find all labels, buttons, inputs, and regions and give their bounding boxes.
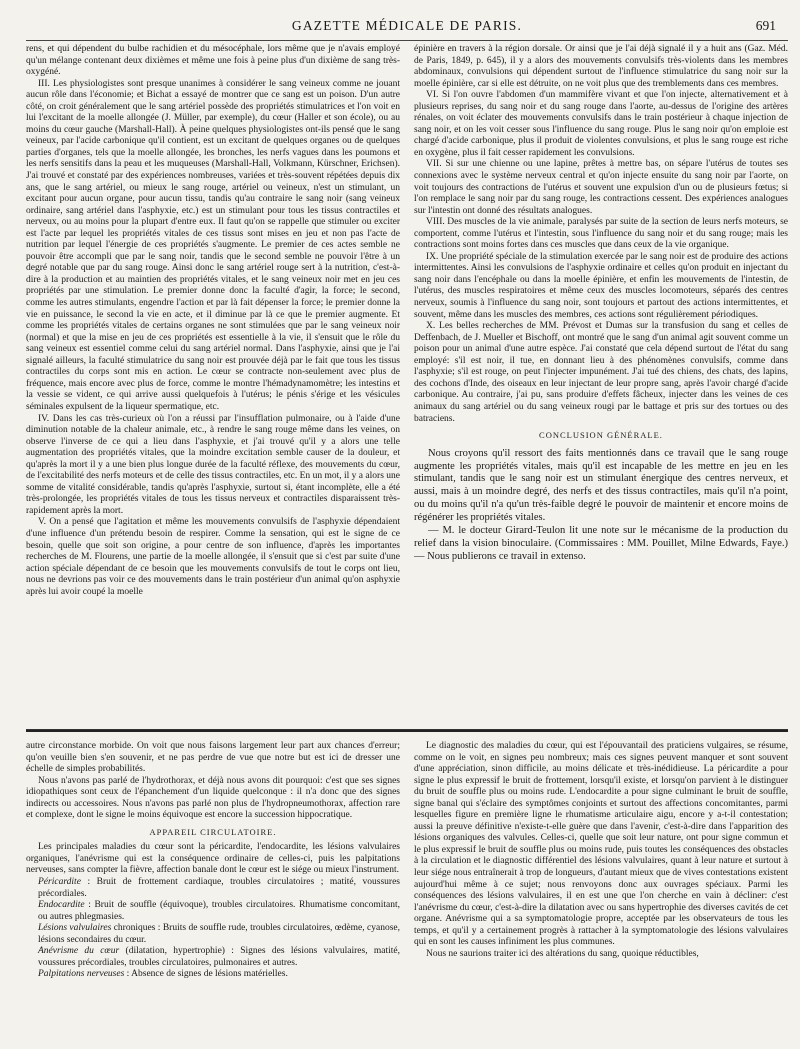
- item-term: Palpitations nerveuses: [38, 969, 125, 980]
- item-text: : Bruit de frottement cardiaque, troubles circulatoires ; matité, voussures précordiales.: [38, 877, 400, 899]
- paragraph: IV. Dans les cas très-curieux où l'on a réussi par l'insufflation pulmonaire, ou à l'aide d'une diminution notable de la chaleur animale, etc., à rendre le sang rouge même dans les veines, on observe l'inverse de ce qui a lieu dans l'asphyxie, et j'ai trouvé qu'il y a alors une telle augmentation des propriétés vitales, que la moindre excitation semble causer de la douleur, et qu'après la mort il y a une bien plus longue durée de la faculté réflexe, des mouvements du cœur, de l'excitabilité des nerfs moteurs et de celle des tissus contractiles, etc. En un mot, il y a alors une somme de vitalité considérable, tandis qu'après l'asphyxie, surtout si, étant incomplète, elle a été très-prolongée, les propriétés vitales de tous les tissus nerveux et contractiles disparaissent très-rapidement après la mort.: [26, 413, 400, 516]
- paragraph: Nous n'avons pas parlé de l'hydrothorax, et déjà nous avons dit pourquoi: c'est que ses signes idiopathiques sont ceux de l'épanchement d'un liquide quelconque : il n'a donc que des signes indirects ou accessoires. Nous n'avons pas parlé non plus de l'hydropneumothorax, affection rare et complexe, dont le signe le moins équivoque est encore la succession hippocratique.: [26, 775, 400, 821]
- paragraph: autre circonstance morbide. On voit que nous faisons largement leur part aux chances d'erreur; qu'on veuille bien s'en souvenir, et ne pas perdre de vue que notre but est ici de dresser une échelle de simples probabilités.: [26, 741, 400, 775]
- item-term: Lésions valvulaires: [38, 923, 112, 934]
- paragraph: VI. Si l'on ouvre l'abdomen d'un mammifère vivant et que l'on injecte, alternativement et à plusieurs reprises, du sang noir et du sang rouge dans l'aorte, au-dessus de l'origine des artères rénales, on voit éclater des mouvements convulsifs dans le train postérieur à chaque injection de sang noir, et on les voit cesser sous l'influence du sang rouge. Plus le sang noir qu'on emploie est chargé d'acide carbonique, plus il produit de violentes convulsions, et plus le sang rouge est riche en oxygène, plus il fait cesser rapidement les convulsions.: [414, 90, 788, 158]
- paragraph: rens, et qui dépendent du bulbe rachidien et du mésocéphale, lors même que je n'avais employé qu'un mélange contenant deux dixièmes et même une fois à peine plus d'un dixième de sang très-oxygéné.: [26, 44, 400, 78]
- conclusion-block: [414, 448, 788, 564]
- paragraph: X. Les belles recherches de MM. Prévost et Dumas sur la transfusion du sang et celles de Deffenbach, de J. Mueller et Bischoff, ont montré que le sang d'un animal agit souvent comme un poison pour un animal d'une autre espèce. J'ai constaté que cela dépend surtout de l'état du sang employé: s'il est noir, il tue, en donnant lieu à des phénomènes convulsifs, comme dans l'asphyxie; s'il est rouge, on peut l'injecter impunément. J'ai tué des chiens, des chats, des lapins, des cochons d'Inde, des oiseaux en leur injectant de leur propre sang, après l'avoir chargé d'acide carbonique. Au contraire, j'ai pu, sans produire d'effets fâcheux, injecter dans les veines de ces animaux du sang artériel ou du sang veineux rougi par le battage et pris sur des tortues ou des batraciens.: [414, 321, 788, 424]
- paragraph: III. Les physiologistes sont presque unanimes à considérer le sang veineux comme ne jouant aucun rôle dans l'économie; et Bichat a essayé de montrer que ce sang est un poison. D'un autre côté, on croit généralement que le sang artériel possède des propriétés stimulatrices et l'on voit en lui l'excitant de la moelle allongée (J. Müller, par exemple), du cœur (Haller et son école), ou au moins du cœur gauche (Marshall-Hall). À peine quelques physiologistes ont-ils pensé que le sang veineux, par l'acide carbonique qu'il contient, est un excitant de quelques organes ou de quelques parties d'organes, tels que la moelle allongée, les bronches, les nerfs vagues dans les poumons et les nerfs sensitifs dans la peau et les muqueuses (Marshall-Hall, Volkmann, Kürschner, Erichsen). J'ai trouvé et constaté par des expériences nombreuses, variées et très-souvent répétées depuis dix ans, que le sang artériel, ou mieux le sang rouge, artériel ou veineux, n'est un stimulant, un excitant pour aucun organe, pour aucun tissu, tandis qu'au contraire le sang noir (sang veineux ordinaire, sang artériel dans l'asphyxie, etc.) est un stimulant pour tous les tissus contractiles et nerveux, ou au moins pour la plupart d'entre eux. Il faut qu'on se rappelle que stimuler ou exciter est l'acte par lequel les propriétés vitales de ces tissus sont mises en jeu et non pas l'acte de nutrition par lequel l'énergie de ces propriétés s'augmente. Le premier de ces actes semble ne pouvoir être accompli que par le sang noir, tandis que le second semble ne pouvoir l'être à un degré notable que par du sang rouge. Ainsi donc le sang artériel rouge sert à la nutrition, c'est-à-dire à la production et au maintien des propriétés vitales, et le sang veineux noir met en jeu ces propriétés par une stimulation. Le premier donne donc la faculté d'agir, la force; le second, comme les autres stimulants, engendre l'action et par là fait dépenser la force; le premier donne la vie en puissance, le second la vie en acte, et il diminue par là ce que le premier augmente. Et comme les propriétés vitales de certains organes ne sont stimulées que par le sang veineux noir (normal) et que la mise en jeu de ces propriétés est essentielle à la vie, il s'ensuit que le rôle du sang veineux est essentiel comme celui du sang artériel normal. Dans l'asphyxie, ainsi que je l'ai signalé ailleurs, la faculté stimulatrice du sang noir est prouvée déjà par le fait que tous les tissus contractiles du corps sont mis en action. Le cœur se contracte non-seulement avec plus de fréquence, mais encore avec plus de force, comme le montre l'hémadynamomètre; les intestins et la vessie se vident, ce qui arrive aussi quelquefois à l'utérus; le pénis s'érige et les vésicules séminales expulsent de la liqueur spermatique, etc.: [26, 78, 400, 412]
- page-header: [26, 0, 788, 41]
- paragraph: Nous ne saurions traiter ici des altérations du sang, quoique réductibles,: [426, 948, 699, 959]
- conclusion-paragraph: Nous croyons qu'il ressort des faits mentionnés dans ce travail que le sang rouge augmente les propriétés vitales, mais qu'il est incapable de les mettre en jeu en les stimulant, tandis que le sang noir est un stimulant énergique des centres nerveux, et aussi, mais à un moindre degré, des nerfs et des tissus contractiles, mais qu'il n'a point, ou du moins qu'il n'a qu'un très-faible degré le pouvoir de maintenir et encore moins de régénérer les propriétés vitales.: [414, 447, 788, 524]
- item-term: Endocardite: [38, 900, 85, 911]
- lower-article: [26, 738, 788, 1049]
- upper-right-column: [414, 44, 788, 720]
- running-title: GAZETTE MÉDICALE DE PARIS.: [291, 18, 523, 33]
- paragraph: V. On a pensé que l'agitation et même les mouvements convulsifs de l'asphyxie dépendaient d'une influence d'un prétendu besoin de respirer. Comme la sensation, qui est le signe de ce besoin, quelle que soit son origine, a pour centre de son influence, d'après les importantes recherches de M. Flourens, une partie de la moelle allongée, il s'ensuit que si c'est par suite d'une action spéciale dépendant de ce besoin que les mouvements convulsifs de tout le corps ont lieu, nous ne devrions pas voir ce des mouvements dans le train postérieur d'un animal qu'on asphyxie après lui avoir coupé la moelle: [26, 517, 400, 597]
- paragraph: épinière en travers à la région dorsale. Or ainsi que je l'ai déjà signalé il y a huit ans (Gaz. Méd. de Paris, 1849, p. 645), il y a alors des mouvements convulsifs très-violents dans les membres abdominaux, convulsions qui dépendent surtout de l'influence stimulatrice du sang noir sur la moelle épinière, car si elle est détruite, on ne voit plus que des tremblements dans ces membres.: [414, 44, 788, 89]
- diagnosis-item: [26, 877, 400, 900]
- paragraph: VII. Si sur une chienne ou une lapine, prêtes à mettre bas, on sépare l'utérus de toutes ses connexions avec le système nerveux central et qu'on injecte ensuite du sang noir par l'aorte, on voit toujours des contractions de l'utérus et souvent une expulsion d'un ou de plusieurs fœtus; si l'on remplace le sang noir par du sang rouge, les contractions cessent. Des expériences analogues sur l'intestin ont donné des résultats analogues.: [414, 159, 788, 216]
- diagnosis-item: [26, 900, 400, 923]
- lower-right-column: [414, 741, 788, 1049]
- paragraph: Les principales maladies du cœur sont la péricardite, l'endocardite, les lésions valvulaires organiques, l'anévrisme qui est la conséquence ordinaire de celles-ci, puis les palpitations nerveuses, sans compter la fièvre, affection banale dont le cœur est le siége ou mieux l'instrument.: [26, 842, 400, 876]
- item-term: Péricardite: [38, 877, 81, 888]
- paragraph: Le diagnostic des maladies du cœur, qui est l'épouvantail des praticiens vulgaires, se résume, comme on le voit, en signes peu nombreux; mais ces signes peuvent manquer et sont souvent d'une appréciation, sinon difficile, au moins délicate et très-inédidieuse. La péricardite a pour signe le plus expressif le bruit de frottement, lorsqu'il existe, et lorsqu'on parvient à le distinguer du bruit de souffle plus ou moins rude. L'endocardite a pour signe culminant le bruit de souffle, signe banal qui s'éclaire des symptômes conjoints et surtout des affections concomitantes, parmi lesquelles figure en première ligne le rhumatisme articulaire aigu, encore y a-t-il contestation; aussi la preuve définitive n'existe-t-elle guère que dans l'avenir, c'est-à-dire dans l'apparition des lésions organiques des valvules. Celles-ci, quelle que soit leur nature, ont pour signe commun et le plus expressif le bruit de souffle plus ou moins rude, puis toutes les conséquences des obstacles à la circulation et le diagnostic différentiel des lésions valvulaires, quant à leur nature et surtout à leur siége nous entraînerait à trop de longueurs, d'autant mieux que de vives contestations existent aujourd'hui même à ce sujet; nous renvoyons donc aux ouvrages spéciaux. Parmi les conséquences des lésions valvulaires, il en est une que l'on cherche en vain à décliner: c'est l'anévrisme du cœur, c'est-à-dire la dilatation avec ou sans hypertrophie des diverses cavités de cet organe. Anévrisme qui a sa symptomatologie propre, acceptée par les observateurs de tous les temps, et qu'il y a certainement progrès à rattacher à la symptomatologie des lésions valvulaires qui en sont les causes infiniment les plus communes.: [414, 741, 788, 948]
- item-text: chroniques : Bruits de souffle rude, troubles circulatoires, œdème, cyanose, lésions secondaires du cœur.: [38, 923, 400, 945]
- item-text: : Absence de signes de lésions matérielles.: [124, 969, 288, 980]
- lower-left-column: [26, 741, 400, 1049]
- diagnosis-item: [26, 923, 400, 946]
- paragraph: IX. Une propriété spéciale de la stimulation exercée par le sang noir est de produire des actions intermittentes. Ainsi les convulsions de l'asphyxie ordinaire et celles qu'on produit en injectant du sang noir dans l'encéphale ou dans la moelle épinière, et enfin les mouvements de l'intestin, de l'utérus, des muscles respiratoires et même ceux des muscles locomoteurs, séparés des centres nerveux, soumis à l'influence du sang noir, sont toujours et partout des actions intermittentes, et souvent, même dans les muscles des membres, ces actions sont régulièrement périodiques.: [414, 251, 788, 320]
- conclusion-heading: CONCLUSION GÉNÉRALE.: [539, 430, 663, 441]
- diagnosis-item: [26, 946, 400, 969]
- appareil-heading: APPAREIL CIRCULATOIRE.: [149, 826, 277, 837]
- communication-note: — M. le docteur Girard-Teulon lit une note sur le mécanisme de la production du relief dans la vision binoculaire. (Commissaires : MM. Pouillet, Milne Edwards, Faye.) — Nous publierons ce travail in extenso.: [414, 525, 788, 562]
- page-number: 691: [755, 18, 776, 33]
- item-text: (dilatation, hypertrophie) : Signes des lésions valvulaires, matité, voussures précordiales, troubles circulatoires, pulmonaires et autres.: [38, 946, 400, 968]
- item-term: Anévrisme du cœur: [38, 946, 120, 957]
- paragraph: VIII. Des muscles de la vie animale, paralysés par suite de la section de leurs nerfs moteurs, se comportent, comme l'utérus et l'intestin, sous l'influence du sang noir et du sang rouge; mais les contractions sont moins fortes dans ces muscles que dans ceux de la vie organique.: [414, 217, 788, 251]
- upper-left-column: [26, 44, 400, 720]
- upper-article: [26, 41, 788, 720]
- feuilleton-divider: [26, 730, 788, 732]
- item-text: : Bruit de souffle (équivoque), troubles circulatoires. Rhumatisme concomitant, ou autres phlegmasies.: [38, 900, 400, 922]
- diagnosis-item: [26, 969, 400, 981]
